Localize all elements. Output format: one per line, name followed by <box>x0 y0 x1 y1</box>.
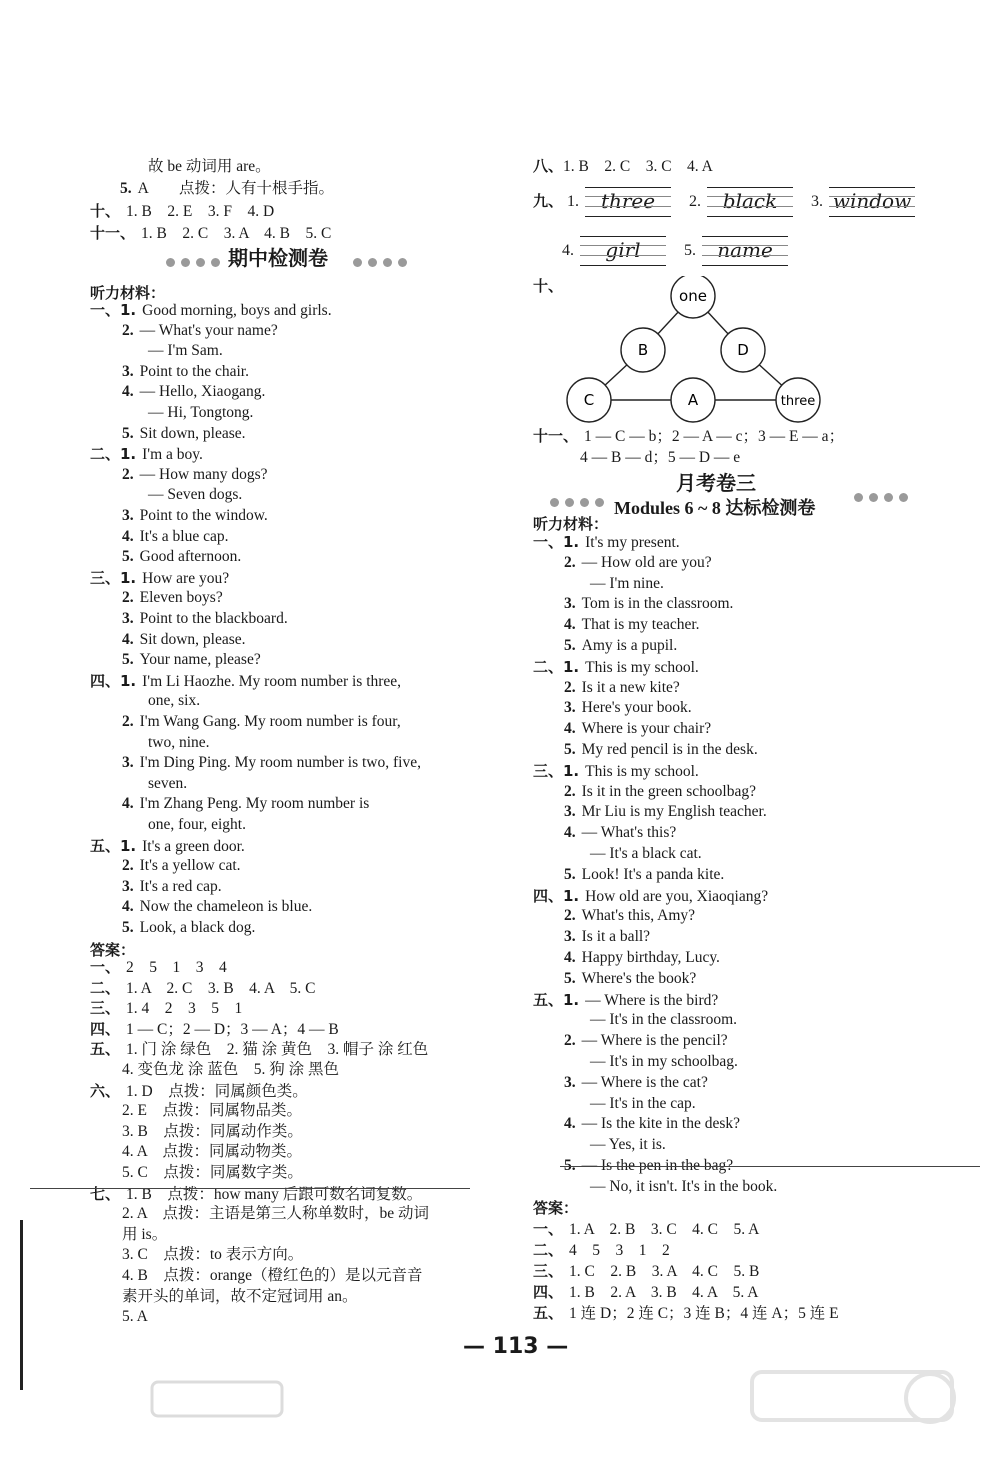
item-text: Now the chameleon is blue. <box>139 898 313 916</box>
heading-dots-left <box>166 254 226 266</box>
listening-line <box>590 1010 737 1030</box>
item-text: Point to the blackboard. <box>139 610 288 627</box>
answer-line <box>90 998 242 1018</box>
item-text: It's a green door. <box>142 837 245 855</box>
answer-line <box>533 1240 670 1260</box>
listening-line <box>122 753 421 773</box>
item-text: Happy birthday, Lucy. <box>581 949 720 966</box>
eleven-line <box>533 426 844 446</box>
listening-line <box>564 740 758 760</box>
page-edge-mark <box>20 1220 23 1390</box>
listening-line <box>564 615 700 635</box>
listening-line <box>122 547 241 567</box>
section-nine-row2: 4. girl 5. name <box>562 236 802 266</box>
listening-line <box>122 609 288 629</box>
listening-line <box>122 465 268 485</box>
diagram-node <box>671 276 715 318</box>
item-text: Your name, please? <box>139 651 261 669</box>
answer-line <box>122 1287 358 1307</box>
item-text: — How many dogs? <box>139 465 268 483</box>
item-text: — Is the pen in the bag? <box>581 1157 734 1174</box>
listening-line <box>533 761 699 781</box>
item-label: 5. <box>122 548 134 566</box>
listening-line <box>90 568 229 588</box>
item-text: Point to the chair. <box>139 362 249 380</box>
item-text: Tom is in the classroom. <box>581 595 734 613</box>
item-text: — What's your name? <box>139 321 278 339</box>
item-label: 4. <box>122 630 134 648</box>
item-label: 5. <box>564 637 576 654</box>
item-label: 4. <box>122 383 134 401</box>
heading-dots-right <box>854 489 914 501</box>
diagram-node <box>671 378 715 422</box>
answer-line <box>90 957 227 977</box>
answer-line <box>90 1184 422 1204</box>
listening-line <box>564 906 695 926</box>
item-text: This is my school. <box>585 658 699 676</box>
item-label: 4. <box>564 720 576 738</box>
intro-line <box>90 201 274 221</box>
item-label: 2. <box>122 857 134 875</box>
listening-line <box>564 927 650 947</box>
listening-line <box>148 815 246 835</box>
item-label: 2. <box>564 782 576 800</box>
item-label: 4. <box>122 527 134 545</box>
item-label: 一、 <box>90 958 121 976</box>
item-label: 二、 <box>90 978 121 997</box>
listening-line <box>590 1094 696 1114</box>
right-listening-label: 听力材料： <box>533 515 609 533</box>
listening-line <box>122 424 246 444</box>
item-text: — No, it isn't. It's in the book. <box>590 1177 778 1195</box>
listening-line <box>564 948 720 968</box>
item-label: 3. <box>122 507 134 524</box>
listening-line <box>122 588 223 608</box>
item-text: My red pencil is in the desk. <box>581 741 758 758</box>
writing-line: girl <box>580 236 666 266</box>
item-text: 素开头的单词，故不定冠词用 an。 <box>122 1287 358 1305</box>
item-text: — It's in the classroom. <box>590 1011 738 1029</box>
listening-line <box>122 527 229 547</box>
answer-line <box>122 1101 302 1121</box>
item-label: 5. <box>122 424 134 442</box>
item-text: 1. B 2. C 3. A 4. B 5. C <box>141 225 332 242</box>
item-text: Is it a ball? <box>581 928 651 946</box>
item-label: 五、 <box>90 1040 121 1059</box>
intro-line <box>90 223 331 243</box>
listening-line <box>564 636 677 656</box>
item-label: 4. <box>122 795 134 813</box>
item-text: Where's the book? <box>581 969 697 987</box>
listening-line <box>122 382 265 402</box>
listening-line <box>148 341 223 361</box>
answer-line <box>122 1266 423 1286</box>
item-text: 1 — C — b；2 — A — c；3 — E — a； <box>584 428 845 445</box>
item-label: 5. <box>564 741 576 758</box>
item-text: 1. A 2. C 3. B 4. A 5. C <box>126 979 316 997</box>
item-label: 3. <box>564 803 576 821</box>
diagram-node <box>567 378 611 422</box>
item-label: 三、 <box>533 1262 564 1280</box>
item-label: 3. <box>122 362 134 380</box>
item-text: — Yes, it is. <box>590 1136 666 1154</box>
listening-line <box>122 362 249 382</box>
item-label: 2. <box>564 553 576 571</box>
item-text: I'm Li Haozhe. My room number is three, <box>142 672 402 690</box>
item-text: That is my teacher. <box>581 616 700 634</box>
item-text: — Where is the pencil? <box>581 1032 728 1050</box>
item-text: 1. 门 涂 绿色 2. 猫 涂 黄色 3. 帽子 涂 红色 <box>126 1041 429 1059</box>
item-text: one, four, eight. <box>148 816 246 833</box>
item-text: two, nine. <box>148 733 210 751</box>
item-text: Is it in the green schoolbag? <box>581 782 756 800</box>
listening-line <box>564 1031 728 1051</box>
listening-line <box>90 836 245 856</box>
section-eight: 八、1. B 2. C 3. C 4. A <box>533 157 713 175</box>
listening-line <box>590 574 664 594</box>
listening-line <box>122 650 261 670</box>
item-label: 5. <box>122 919 134 936</box>
item-text: 1. D 点拨：同属颜色类。 <box>126 1082 308 1100</box>
listening-line <box>122 506 268 526</box>
item-label: 2. <box>564 1032 576 1050</box>
listening-line <box>148 733 210 753</box>
item-label: 3. <box>564 699 576 717</box>
answer-line <box>90 1019 339 1039</box>
listening-line <box>564 865 724 885</box>
item-label: 六、 <box>90 1081 121 1100</box>
item-text: 1. 4 2 3 5 1 <box>126 1000 243 1018</box>
listening-line <box>148 485 242 505</box>
item-text: — How old are you? <box>581 553 712 571</box>
item-label: 2. <box>564 907 576 925</box>
item-text: — What's this? <box>581 824 677 842</box>
item-text: Is it a new kite? <box>581 678 680 696</box>
diagram-node-label: B <box>637 341 649 359</box>
monthly-test-subheading: Modules 6 ~ 8 达标检测卷 <box>614 498 816 519</box>
item-text: — Is the kite in the desk? <box>581 1115 741 1133</box>
listening-line <box>90 671 401 691</box>
listening-line <box>122 630 246 650</box>
section-ten-label: 十、 <box>533 277 564 295</box>
diagram-node <box>721 328 765 372</box>
item-label: 5. <box>564 1157 576 1174</box>
listening-line <box>148 403 253 423</box>
listening-line <box>564 802 767 822</box>
listening-line <box>122 321 278 341</box>
item-text: Where is your chair? <box>581 720 712 738</box>
item-label: 二、1. <box>533 657 580 676</box>
listening-line <box>122 877 222 897</box>
listening-line <box>590 1135 666 1155</box>
item-text: Good afternoon. <box>139 548 242 566</box>
item-text: 用 is。 <box>122 1225 168 1243</box>
right-answers-label: 答案： <box>533 1199 579 1217</box>
intro-line <box>148 157 271 177</box>
listening-line <box>564 1114 740 1134</box>
item-label: 2. <box>122 589 134 607</box>
item-label: 一、 <box>533 1220 564 1238</box>
listening-line <box>122 918 255 938</box>
item-text: Amy is a pupil. <box>581 637 678 654</box>
intro-line <box>120 179 334 199</box>
item-label: 一、1. <box>90 301 137 319</box>
item-label: 3. <box>564 928 576 946</box>
listening-line <box>590 1177 777 1197</box>
item-text: It's a blue cap. <box>139 527 229 545</box>
item-text: 5. A <box>122 1308 148 1326</box>
item-text: 故 be 动词用 are。 <box>148 158 271 175</box>
item-label: 2. <box>122 465 134 483</box>
item-label: 二、1. <box>90 445 137 464</box>
item-label: 4. <box>564 949 576 966</box>
item-text: 2 5 1 3 4 <box>126 959 227 976</box>
item-text: 2. E 点拨：同属物品类。 <box>122 1102 302 1120</box>
item-label: 四、 <box>90 1019 121 1038</box>
item-text: seven. <box>148 774 188 792</box>
listening-line <box>564 678 680 698</box>
answer-line <box>90 1081 308 1101</box>
item-label: 3. <box>122 754 134 772</box>
midterm-heading: 期中检测卷 <box>228 246 328 270</box>
item-label: 五、1. <box>90 836 137 855</box>
listening-line <box>122 794 369 814</box>
item-text: Eleven boys? <box>139 589 223 607</box>
item-text: How are you? <box>142 569 230 587</box>
listening-line <box>564 1073 708 1093</box>
diagram-node <box>621 328 665 372</box>
listening-line <box>122 712 401 732</box>
item-text: 1. B 2. E 3. F 4. D <box>126 203 275 220</box>
item-text: 1. B 2. A 3. B 4. A 5. A <box>569 1284 759 1301</box>
item-text: — Where is the cat? <box>581 1073 708 1091</box>
item-label: 三、1. <box>533 761 580 780</box>
listening-line <box>533 990 718 1010</box>
item-label: 5. <box>564 865 576 883</box>
item-label: 2. <box>122 713 134 730</box>
item-text: — I'm Sam. <box>148 342 223 360</box>
listening-line <box>533 886 768 906</box>
item-text: Look, a black dog. <box>139 919 256 936</box>
item-text: — It's a black cat. <box>590 845 702 862</box>
item-label: 五、1. <box>533 990 580 1009</box>
item-text: 4. B 点拨：orange（橙红色的）是以元音音 <box>122 1267 423 1284</box>
item-text: 1. A 2. B 3. C 4. C 5. A <box>569 1221 760 1238</box>
item-label: 四、1. <box>90 671 137 690</box>
number-triangle-diagram <box>555 276 955 436</box>
listening-line <box>122 856 241 876</box>
answer-line <box>533 1282 759 1302</box>
item-text: 3. C 点拨：to 表示方向。 <box>122 1246 304 1264</box>
answer-line <box>533 1261 759 1281</box>
item-label: 三、 <box>90 999 121 1018</box>
answer-line <box>122 1245 303 1265</box>
item-text: Here's your book. <box>581 699 692 717</box>
item-text: Look! It's a panda kite. <box>581 865 725 883</box>
answer-line <box>122 1307 148 1327</box>
heading-dots-left <box>550 494 610 506</box>
item-label: 五、 <box>533 1304 564 1322</box>
item-text: 1 连 D；2 连 C；3 连 B；4 连 A；5 连 E <box>569 1305 839 1322</box>
item-label: 2. <box>564 678 576 696</box>
answer-line <box>90 978 316 998</box>
answer-line <box>533 1219 759 1239</box>
page-number: — 113 — <box>463 1334 569 1359</box>
item-label: 2. <box>122 321 134 339</box>
diagram-node <box>776 378 820 422</box>
item-text: A 点拨：人有十根手指。 <box>137 180 334 197</box>
item-label: 5. <box>122 651 134 669</box>
item-label: 十、 <box>90 202 121 220</box>
item-text: It's a red cap. <box>139 877 222 895</box>
answer-line <box>122 1204 429 1224</box>
answer-line <box>122 1163 303 1183</box>
listening-line <box>564 594 733 614</box>
item-label: 四、 <box>533 1283 564 1301</box>
item-text: It's my present. <box>585 534 680 551</box>
listening-line <box>590 844 702 864</box>
item-text: 1. B 点拨：how many 后跟可数名词复数。 <box>126 1185 423 1203</box>
item-label: 3. <box>122 877 134 895</box>
monthly-test-heading: 月考卷三 <box>676 471 756 495</box>
item-text: 4 5 3 1 2 <box>569 1242 670 1259</box>
item-text: — Hello, Xiaogang. <box>139 383 266 401</box>
item-label: 二、 <box>533 1241 564 1259</box>
writing-line: three <box>585 187 671 217</box>
listening-line <box>564 719 711 739</box>
item-text: — It's in the cap. <box>590 1094 696 1112</box>
item-text: — Hi, Tongtong. <box>148 404 254 421</box>
item-text: one, six. <box>148 692 201 710</box>
listening-line <box>90 444 203 464</box>
listening-line <box>533 657 699 677</box>
left-listening-label: 听力材料： <box>90 284 166 302</box>
item-label: 3. <box>122 610 134 627</box>
item-label: 十一、 <box>90 224 136 242</box>
answer-line <box>90 1039 428 1059</box>
item-label: 一、1. <box>533 533 580 551</box>
answer-line <box>122 1060 339 1080</box>
item-text: 4 — B — d；5 — D — e <box>580 449 741 466</box>
item-label: 5. <box>564 969 576 987</box>
listening-line <box>122 897 312 917</box>
listening-line <box>533 532 680 552</box>
item-text: This is my school. <box>585 762 699 780</box>
item-text: It's a yellow cat. <box>139 857 241 875</box>
item-text: I'm a boy. <box>142 446 203 464</box>
item-label: 3. <box>564 1073 576 1091</box>
item-text: Point to the window. <box>139 507 268 524</box>
cut-line-left <box>30 1188 470 1189</box>
item-text: — I'm nine. <box>590 574 664 592</box>
item-text: Mr Liu is my English teacher. <box>581 803 767 821</box>
listening-line <box>590 1052 738 1072</box>
item-label: 四、1. <box>533 886 580 905</box>
item-text: 1. C 2. B 3. A 4. C 5. B <box>569 1263 760 1280</box>
listening-line <box>564 823 676 843</box>
diagram-node-label: D <box>737 341 749 359</box>
listening-line <box>148 774 187 794</box>
writing-line: name <box>702 236 788 266</box>
heading-dots-right <box>353 254 413 266</box>
item-text: Sit down, please. <box>139 630 246 648</box>
watermark-stamp <box>150 1380 350 1420</box>
listening-line <box>564 969 696 989</box>
item-label: 三、1. <box>90 568 137 587</box>
listening-line <box>148 691 200 711</box>
answer-line <box>122 1142 302 1162</box>
item-text: 2. A 点拨：主语是第三人称单数时，be 动词 <box>122 1205 429 1223</box>
writing-line: black <box>707 187 793 217</box>
eleven-line <box>580 448 740 468</box>
item-text: 5. C 点拨：同属数字类。 <box>122 1164 303 1181</box>
item-text: 4. A 点拨：同属动物类。 <box>122 1143 302 1161</box>
answer-line <box>122 1122 303 1142</box>
item-label: 3. <box>564 595 576 613</box>
item-label: 4. <box>564 1115 576 1133</box>
item-label: 七、 <box>90 1184 121 1203</box>
listening-line <box>564 782 756 802</box>
item-text: 1 — C；2 — D；3 — A；4 — B <box>126 1020 339 1038</box>
item-text: 4. 变色龙 涂 蓝色 5. 狗 涂 黑色 <box>122 1061 340 1078</box>
item-text: I'm Zhang Peng. My room number is <box>139 795 370 813</box>
item-label: 十一、 <box>533 427 579 445</box>
item-text: — Where is the bird? <box>585 991 719 1009</box>
item-text: Sit down, please. <box>139 424 246 442</box>
item-text: I'm Ding Ping. My room number is two, five, <box>139 754 421 772</box>
item-text: How old are you, Xiaoqiang? <box>585 887 769 905</box>
diagram-node-label: A <box>687 391 699 409</box>
item-label: 4. <box>564 616 576 634</box>
item-text: — Seven dogs. <box>148 486 243 504</box>
diagram-node-label: one <box>679 287 707 305</box>
item-text: Good morning, boys and girls. <box>142 302 332 319</box>
writing-line: window <box>829 187 915 217</box>
item-text: — It's in my schoolbag. <box>590 1053 738 1070</box>
diagram-node-label: C <box>583 391 595 409</box>
cut-line-right <box>560 1166 980 1167</box>
diagram-node-label: three <box>780 394 816 409</box>
section-nine-row1: 九、 1. three 2. black 3. window <box>533 186 929 217</box>
item-text: 3. B 点拨：同属动作类。 <box>122 1122 303 1140</box>
listening-line <box>564 553 712 573</box>
item-label: 4. <box>122 898 134 916</box>
item-label: 4. <box>564 824 576 842</box>
item-text: I'm Wang Gang. My room number is four, <box>139 713 401 730</box>
left-answers-label: 答案： <box>90 941 136 959</box>
item-text: What's this, Amy? <box>581 907 696 925</box>
answer-line <box>122 1225 167 1245</box>
site-logo <box>750 1368 990 1448</box>
item-label: 5. <box>120 180 132 197</box>
listening-line <box>564 698 692 718</box>
answer-line <box>533 1303 839 1323</box>
listening-line <box>90 300 332 320</box>
